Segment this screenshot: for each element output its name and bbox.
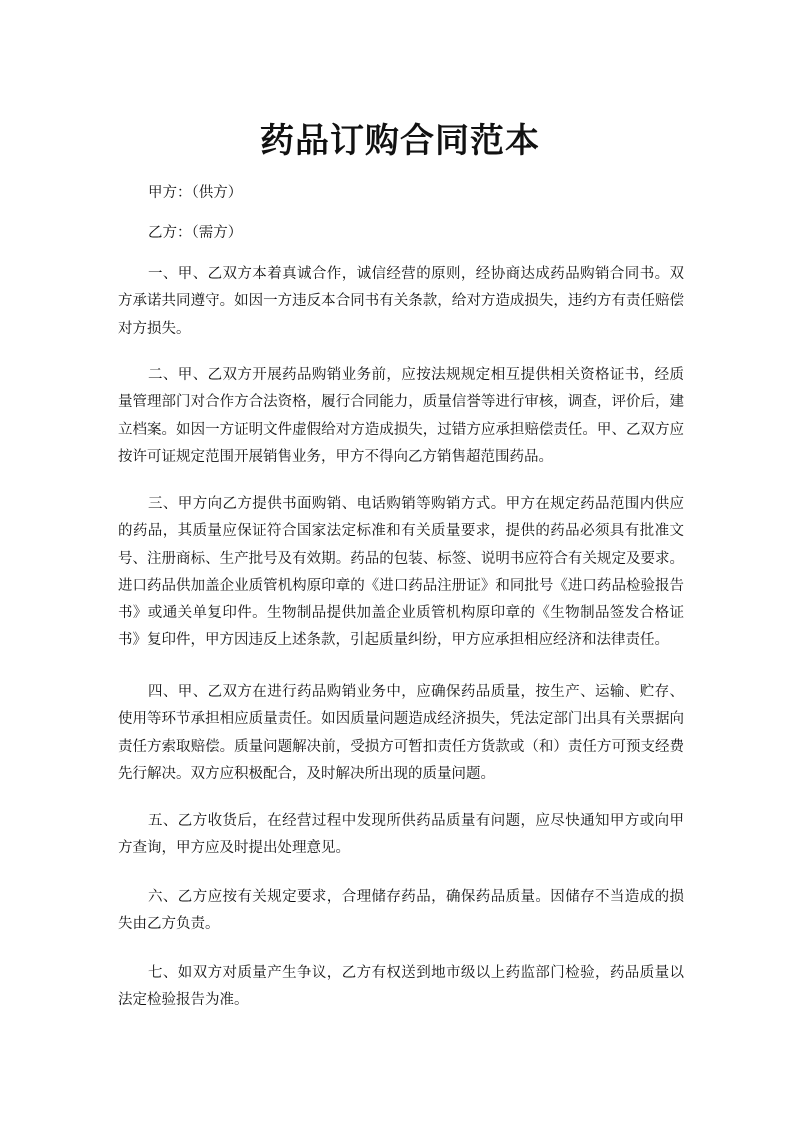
document-title: 药品订购合同范本 <box>260 121 540 161</box>
clause-6: 六、乙方应按有关规定要求，合理储存药品，确保药品质量。因储存不当造成的损失由乙方负责。 <box>118 889 684 933</box>
clause-3: 三、甲方向乙方提供书面购销、电话购销等购销方式。甲方在规定药品范围内供应的药品，其质量应保证符合国家法定标准和有关质量要求，提供的药品必须具有批准文号、注册商标、生产批号及有效期。药品的包装、标签、说明书应符合有关规定及要求。进口药品供加盖企业质管机构原印章的《进口药品注册证》和同批号《进口药品检验报告书》或通关单复印件。生物制品提供加盖企业质管机构原印章的《生物制品签发合格证书》复印件，甲方因违反上述条款，引起质量纠纷，甲方应承担相应经济和法律责任。 <box>118 496 684 649</box>
party-b-label: 乙方：（需方） <box>148 225 243 241</box>
clause-4: 四、甲、乙双方在进行药品购销业务中，应确保药品质量，按生产、运输、贮存、使用等环节承担相应质量责任。如因质量问题造成经济损失，凭法定部门出具有关票据向责任方索取赔偿。质量问题解决前，受损方可暂扣责任方货款或（和）责任方可预支经费先行解决。双方应积极配合，及时解决所出现的质量问题。 <box>118 684 684 782</box>
party-a-label: 甲方：（供方） <box>148 185 243 201</box>
clause-7: 七、如双方对质量产生争议，乙方有权送到地市级以上药监部门检验，药品质量以法定检验报告为准。 <box>118 965 684 1009</box>
clause-5: 五、乙方收货后，在经营过程中发现所供药品质量有问题，应尽快通知甲方或向甲方查询，甲方应及时提出处理意见。 <box>118 813 684 857</box>
clause-2: 二、甲、乙双方开展药品购销业务前，应按法规规定相互提供相关资格证书，经质量管理部门对合作方合法资格，履行合同能力，质量信誉等进行审核，调查，评价后，建立档案。如因一方证明文件虚假给对方造成损失，过错方应承担赔偿责任。甲、乙双方应按许可证规定范围开展销售业务，甲方不得向乙方销售超范围药品。 <box>118 367 684 465</box>
clause-1: 一、甲、乙双方本着真诚合作，诚信经营的原则，经协商达成药品购销合同书。双方承诺共同遵守。如因一方违反本合同书有关条款，给对方造成损失，违约方有责任赔偿对方损失。 <box>118 266 684 337</box>
